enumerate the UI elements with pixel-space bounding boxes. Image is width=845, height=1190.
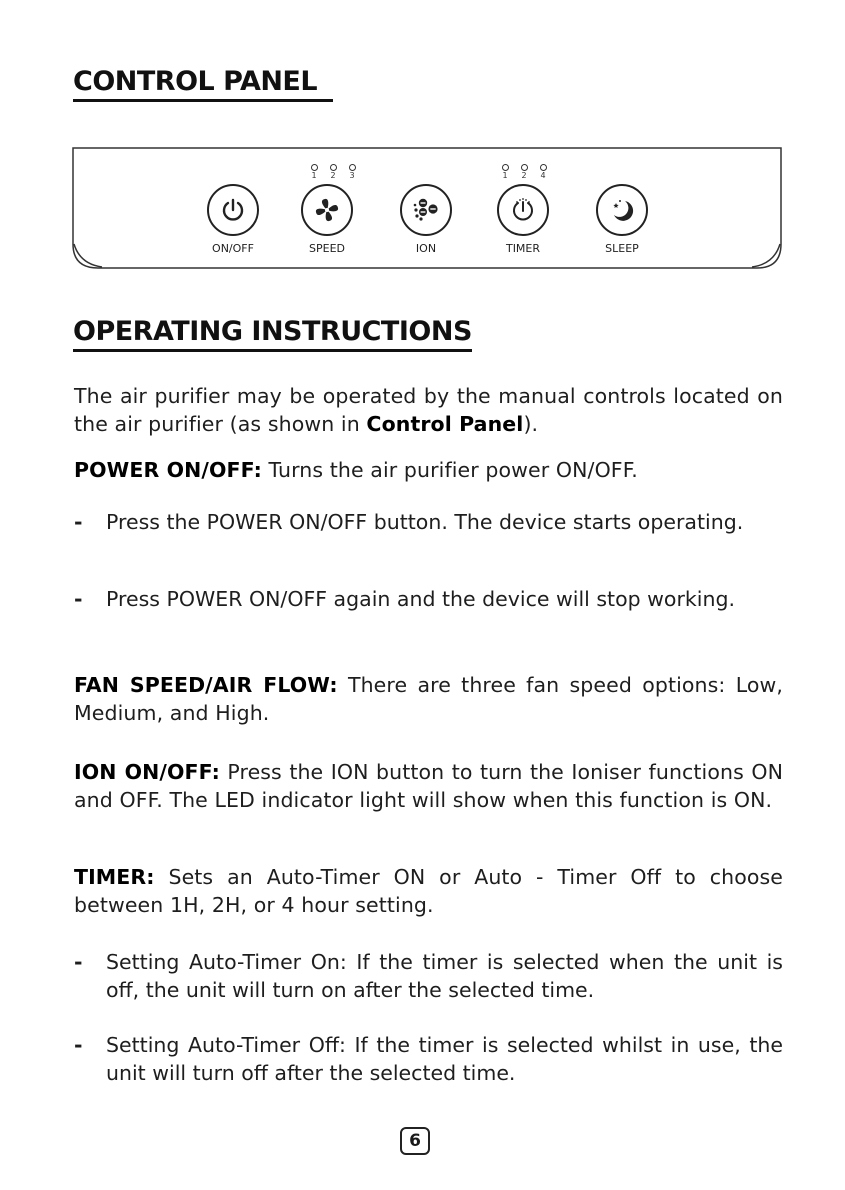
- power-bullet-1: - Press the POWER ON/OFF button. The device starts operating.: [74, 510, 744, 534]
- speed-label: SPEED: [309, 242, 345, 255]
- on-off-button[interactable]: [207, 184, 259, 236]
- timer-led-4: 4: [538, 164, 548, 180]
- timer-led-2: 2: [519, 164, 529, 180]
- speed-led-1: 1: [309, 164, 319, 180]
- timer-bullet-1: - Setting Auto-Timer On: If the timer is selected when the unit is off, the unit will turn on after the selected time.: [74, 950, 783, 1002]
- power-icon: [220, 197, 246, 223]
- timer-bullet-2: - Setting Auto-Timer Off: If the timer is selected whilst in use, the unit will turn off after the selected time.: [74, 1033, 783, 1085]
- moon-icon: [608, 196, 636, 224]
- timer-button[interactable]: [497, 184, 549, 236]
- control-panel-heading: CONTROL PANEL: [73, 68, 333, 102]
- ion-icon: [411, 197, 441, 223]
- timer-icon: [509, 196, 537, 224]
- timer-paragraph: TIMER: Sets an Auto-Timer ON or Auto - Timer Off to choose between 1H, 2H, or 4 hour setting.: [74, 865, 783, 917]
- ion-label: ION: [415, 242, 437, 255]
- speed-led-3: 3: [347, 164, 357, 180]
- control-panel-diagram: [72, 146, 782, 270]
- ion-paragraph: ION ON/OFF: Press the ION button to turn the Ioniser functions ON and OFF. The LED indicator light will show when this function is ON.: [74, 760, 784, 812]
- fan-speed-paragraph: FAN SPEED/AIR FLOW: There are three fan speed options: Low, Medium, and High.: [74, 673, 783, 725]
- timer-label: TIMER: [505, 242, 541, 255]
- speed-button[interactable]: [301, 184, 353, 236]
- operating-instructions-heading: OPERATING INSTRUCTIONS: [73, 318, 472, 352]
- fan-icon: [313, 196, 341, 224]
- timer-led-indicators: [500, 164, 548, 180]
- power-paragraph: POWER ON/OFF: Turns the air purifier power ON/OFF.: [74, 458, 638, 482]
- timer-led-1: 1: [500, 164, 510, 180]
- page-number: 6: [400, 1127, 430, 1155]
- intro-paragraph: The air purifier may be operated by the manual controls located on the air purifier (as shown in Control Panel).: [74, 384, 783, 436]
- ion-button[interactable]: [400, 184, 452, 236]
- power-bullet-2: - Press POWER ON/OFF again and the device will stop working.: [74, 587, 735, 611]
- sleep-label: SLEEP: [605, 242, 639, 255]
- speed-led-2: 2: [328, 164, 338, 180]
- speed-led-indicators: [309, 164, 357, 180]
- sleep-button[interactable]: [596, 184, 648, 236]
- on-off-label: ON/OFF: [212, 242, 254, 255]
